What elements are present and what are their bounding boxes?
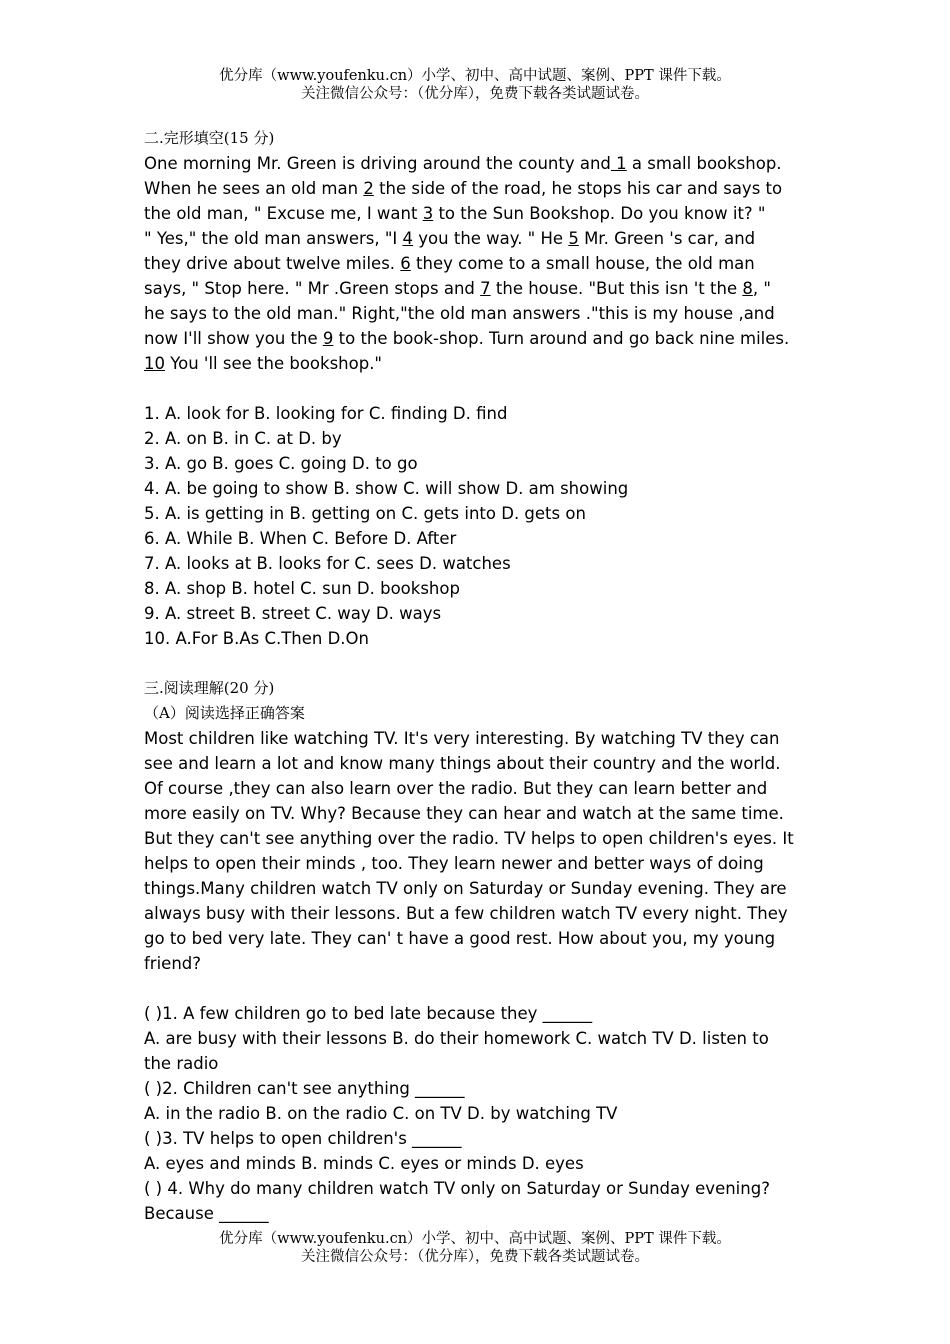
question-line: ( )1. A few children go to bed late because they ______ <box>144 1004 593 1023</box>
cloze-option: 2. A. on B. in C. at D. by <box>144 429 342 448</box>
passage-line: Most children like watching TV. It's very interesting. By watching TV they can <box>144 729 780 748</box>
question-line: the radio <box>144 1054 219 1073</box>
cloze-line: One morning Mr. Green is driving around the county and 1 a small bookshop. <box>144 154 782 173</box>
cloze-option: 8. A. shop B. hotel C. sun D. bookshop <box>144 579 460 598</box>
question-line: A. are busy with their lessons B. do their homework C. watch TV D. listen to <box>144 1029 769 1048</box>
cloze-option: 1. A. look for B. looking for C. finding D. find <box>144 404 508 423</box>
blank-number: 6 <box>400 254 411 273</box>
blank-number: 9 <box>322 329 334 348</box>
document-body <box>144 126 814 1226</box>
cloze-line: 10 You 'll see the bookshop." <box>144 354 383 373</box>
passage-line: go to bed very late. They can' t have a good rest. How about you, my young <box>144 929 776 948</box>
question-line: ( ) 4. Why do many children watch TV only on Saturday or Sunday evening? <box>144 1179 770 1198</box>
blank-number: 1 <box>610 154 627 173</box>
header-line-2: 关注微信公众号：（优分库），免费下载各类试题试卷。 <box>301 86 649 102</box>
question-line: A. eyes and minds B. minds C. eyes or minds D. eyes <box>144 1154 584 1173</box>
cloze-option: 7. A. looks at B. looks for C. sees D. watches <box>144 554 511 573</box>
passage-line: see and learn a lot and know many things about their country and the world. <box>144 754 781 773</box>
cloze-line: now I'll show you the 9 to the book-shop. Turn around and go back nine miles. <box>144 329 790 348</box>
passage-line: helps to open their minds , too. They learn newer and better ways of doing <box>144 854 764 873</box>
question-line: ( )2. Children can't see anything ______ <box>144 1079 465 1098</box>
cloze-option: 4. A. be going to show B. show C. will show D. am showing <box>144 479 629 498</box>
cloze-option: 9. A. street B. street C. way D. ways <box>144 604 442 623</box>
question-line: ( )3. TV helps to open children's ______ <box>144 1129 462 1148</box>
footer-line-2: 关注微信公众号：（优分库），免费下载各类试题试卷。 <box>301 1249 649 1265</box>
blank-number: 10 <box>144 354 165 373</box>
question-line: A. in the radio B. on the radio C. on TV D. by watching TV <box>144 1104 618 1123</box>
cloze-line: When he sees an old man 2 the side of the road, he stops his car and says to <box>144 179 783 198</box>
page-footer <box>0 1230 950 1266</box>
passage-line: always busy with their lessons. But a few children watch TV every night. They <box>144 904 788 923</box>
cloze-heading: 二.完形填空(15 分) <box>144 129 275 147</box>
reading-heading: 三.阅读理解(20 分) <box>144 679 275 697</box>
header-line-1: 优分库（www.youfenku.cn）小学、初中、高中试题、案例、PPT 课件下载。 <box>219 68 731 84</box>
passage-line: But they can't see anything over the radio. TV helps to open children's eyes. It <box>144 829 794 848</box>
cloze-line: he says to the old man." Right,"the old man answers ."this is my house ,and <box>144 304 775 323</box>
passage-line: friend? <box>144 954 202 973</box>
blank-number: 4 <box>402 229 414 248</box>
question-line: Because ______ <box>144 1204 269 1223</box>
cloze-line: says, " Stop here. " Mr .Green stops and 7 the house. "But this isn 't the 8, " <box>144 279 771 298</box>
cloze-option: 6. A. While B. When C. Before D. After <box>144 529 457 548</box>
passage-line: Of course ,they can also learn over the radio. But they can learn better and <box>144 779 768 798</box>
cloze-option: 5. A. is getting in B. getting on C. gets into D. gets on <box>144 504 586 523</box>
blank-number: 5 <box>568 229 579 248</box>
passage-line: more easily on TV. Why? Because they can hear and watch at the same time. <box>144 804 784 823</box>
blank-number: 8 <box>742 279 753 298</box>
page-header <box>0 67 950 103</box>
reading-subheading: （A）阅读选择正确答案 <box>144 704 305 722</box>
blank-number: 7 <box>480 279 491 298</box>
passage-line: things.Many children watch TV only on Saturday or Sunday evening. They are <box>144 879 787 898</box>
cloze-option: 10. A.For B.As C.Then D.On <box>144 629 369 648</box>
cloze-line: the old man, " Excuse me, I want 3 to the Sun Bookshop. Do you know it? " <box>144 204 766 223</box>
cloze-line: " Yes," the old man answers, "I 4 you the way. " He 5 Mr. Green 's car, and <box>144 229 756 248</box>
cloze-line: they drive about twelve miles. 6 they come to a small house, the old man <box>144 254 755 273</box>
blank-number: 3 <box>422 204 434 223</box>
cloze-option: 3. A. go B. goes C. going D. to go <box>144 454 418 473</box>
blank-number: 2 <box>363 179 374 198</box>
footer-line-1: 优分库（www.youfenku.cn）小学、初中、高中试题、案例、PPT 课件下载。 <box>219 1231 731 1247</box>
